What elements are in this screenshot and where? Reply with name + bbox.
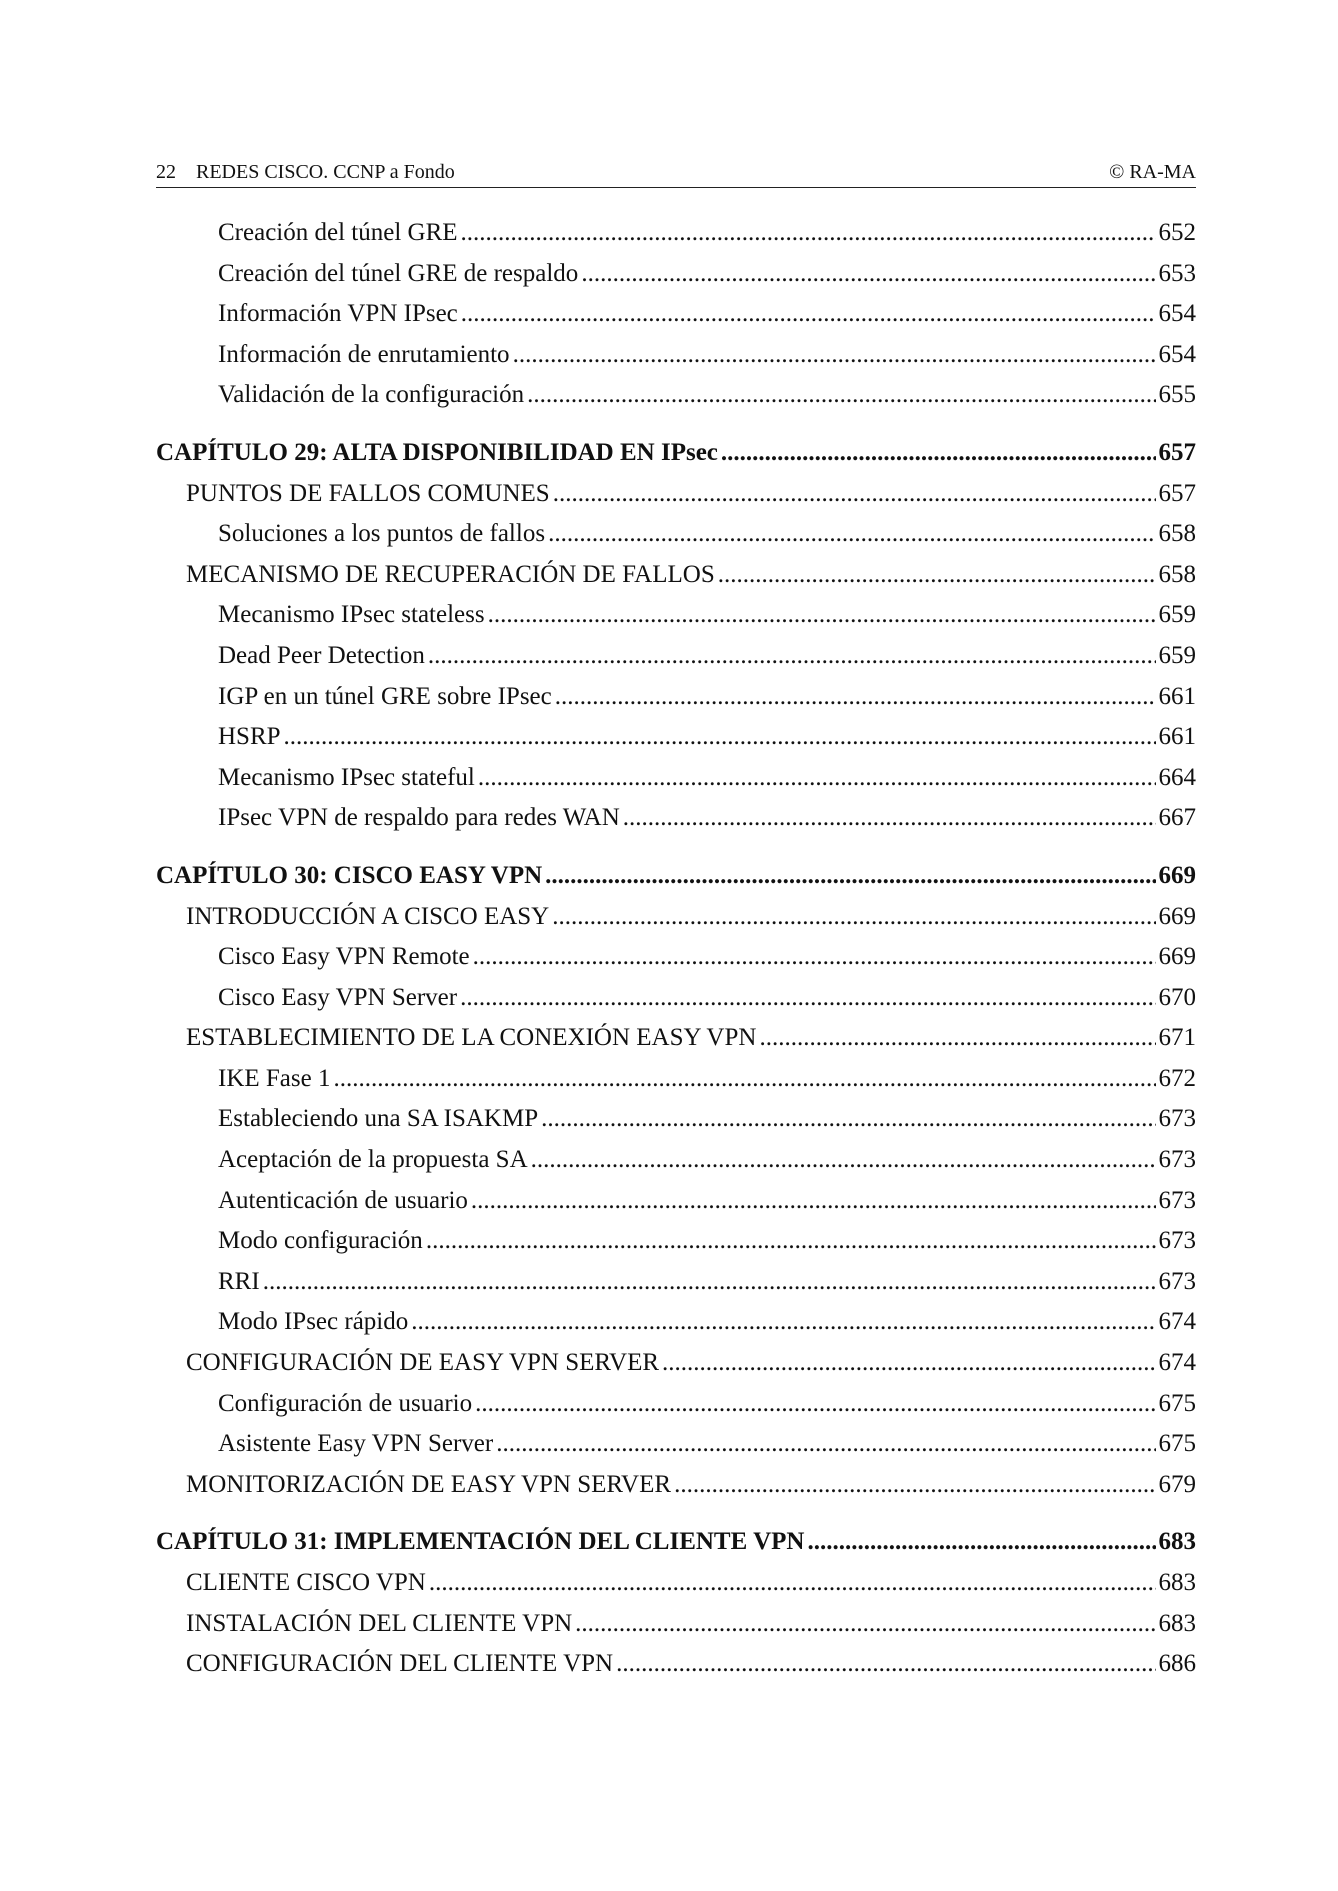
toc-entry-title: Modo IPsec rápido bbox=[218, 1308, 409, 1336]
toc-entry-page: 673 bbox=[1158, 1267, 1196, 1295]
toc-dot-leader bbox=[411, 1308, 1155, 1336]
toc-entry-page: 658 bbox=[1158, 560, 1196, 588]
toc-dot-leader bbox=[488, 601, 1156, 629]
toc-entry-page: 683 bbox=[1158, 1609, 1196, 1637]
toc-dot-leader bbox=[545, 862, 1155, 890]
toc-entry-title: Soluciones a los puntos de fallos bbox=[218, 520, 546, 548]
toc-entry-page: 657 bbox=[1158, 479, 1196, 507]
toc-entry-title: CONFIGURACIÓN DE EASY VPN SERVER bbox=[186, 1349, 660, 1377]
toc-entry-title: Asistente Easy VPN Server bbox=[218, 1430, 494, 1458]
toc-dot-leader bbox=[623, 804, 1156, 832]
toc-entry[interactable] bbox=[156, 903, 1196, 944]
toc-entry[interactable] bbox=[156, 1268, 1196, 1309]
toc-entry-title: CONFIGURACIÓN DEL CLIENTE VPN bbox=[186, 1650, 614, 1678]
toc-entry[interactable] bbox=[156, 341, 1196, 382]
toc-entry[interactable] bbox=[156, 381, 1196, 422]
toc-entry-page: 675 bbox=[1158, 1430, 1196, 1458]
toc-entry-page: 679 bbox=[1158, 1470, 1196, 1498]
toc-entry-page: 659 bbox=[1158, 601, 1196, 629]
toc-entry-page: 655 bbox=[1158, 381, 1196, 409]
toc-entry-page: 686 bbox=[1158, 1650, 1196, 1678]
toc-entry-title: MECANISMO DE RECUPERACIÓN DE FALLOS bbox=[186, 560, 715, 588]
toc-dot-leader bbox=[426, 1227, 1156, 1255]
toc-entry-page: 674 bbox=[1158, 1349, 1196, 1377]
toc-entry-title: Cisco Easy VPN Remote bbox=[218, 943, 470, 971]
toc-entry-page: 669 bbox=[1158, 861, 1196, 889]
toc-entry-page: 664 bbox=[1158, 763, 1196, 791]
toc-entry[interactable] bbox=[156, 1349, 1196, 1390]
toc-dot-leader bbox=[333, 1065, 1155, 1093]
toc-entry-title: RRI bbox=[218, 1267, 260, 1295]
toc-entry-title: INSTALACIÓN DEL CLIENTE VPN bbox=[186, 1609, 573, 1637]
toc-dot-leader bbox=[496, 1430, 1155, 1458]
toc-dot-leader bbox=[541, 1105, 1155, 1133]
toc-dot-leader bbox=[616, 1650, 1155, 1678]
toc-dot-leader bbox=[531, 1146, 1156, 1174]
toc-entry[interactable] bbox=[156, 1227, 1196, 1268]
toc-entry-page: 673 bbox=[1158, 1105, 1196, 1133]
table-of-contents bbox=[156, 219, 1196, 1691]
toc-entry-page: 658 bbox=[1158, 520, 1196, 548]
toc-dot-leader bbox=[662, 1349, 1155, 1377]
toc-entry-title: MONITORIZACIÓN DE EASY VPN SERVER bbox=[186, 1470, 672, 1498]
toc-entry-title: Mecanismo IPsec stateless bbox=[218, 601, 485, 629]
toc-entry[interactable] bbox=[156, 1187, 1196, 1228]
toc-chapter-entry[interactable] bbox=[156, 862, 1196, 903]
toc-dot-leader bbox=[721, 439, 1156, 467]
toc-entry-title: Información VPN IPsec bbox=[218, 300, 458, 328]
toc-dot-leader bbox=[471, 1187, 1156, 1215]
toc-entry[interactable] bbox=[156, 984, 1196, 1025]
header-page-number: 22 bbox=[156, 161, 176, 183]
toc-entry[interactable] bbox=[156, 1105, 1196, 1146]
toc-entry[interactable] bbox=[156, 1569, 1196, 1610]
toc-entry[interactable] bbox=[156, 300, 1196, 341]
toc-dot-leader bbox=[460, 984, 1155, 1012]
toc-entry[interactable] bbox=[156, 943, 1196, 984]
toc-entry[interactable] bbox=[156, 219, 1196, 260]
header-publisher: © RA-MA bbox=[1109, 161, 1196, 183]
toc-dot-leader bbox=[759, 1024, 1155, 1052]
toc-dot-leader bbox=[428, 642, 1156, 670]
toc-entry[interactable] bbox=[156, 1065, 1196, 1106]
toc-entry-page: 673 bbox=[1158, 1146, 1196, 1174]
toc-entry-page: 654 bbox=[1158, 300, 1196, 328]
toc-entry[interactable] bbox=[156, 520, 1196, 561]
header-left bbox=[156, 161, 455, 184]
toc-entry[interactable] bbox=[156, 480, 1196, 521]
toc-entry-title: Información de enrutamiento bbox=[218, 340, 510, 368]
toc-dot-leader bbox=[581, 260, 1155, 288]
toc-dot-leader bbox=[555, 683, 1156, 711]
toc-entry-title: IGP en un túnel GRE sobre IPsec bbox=[218, 682, 552, 710]
toc-entry[interactable] bbox=[156, 683, 1196, 724]
toc-entry-title: Estableciendo una SA ISAKMP bbox=[218, 1105, 539, 1133]
toc-entry-title: Dead Peer Detection bbox=[218, 641, 425, 669]
toc-entry-title: CLIENTE CISCO VPN bbox=[186, 1569, 426, 1596]
toc-chapter-entry[interactable] bbox=[156, 1528, 1196, 1569]
toc-entry[interactable] bbox=[156, 561, 1196, 602]
toc-entry-title: IKE Fase 1 bbox=[218, 1064, 331, 1092]
toc-entry[interactable] bbox=[156, 1390, 1196, 1431]
toc-entry[interactable] bbox=[156, 723, 1196, 764]
toc-entry-title: HSRP bbox=[218, 723, 281, 751]
toc-entry[interactable] bbox=[156, 1610, 1196, 1651]
toc-dot-leader bbox=[718, 561, 1156, 589]
toc-entry-title: CAPÍTULO 29: ALTA DISPONIBILIDAD EN IPsec bbox=[156, 438, 718, 466]
toc-entry-title: Aceptación de la propuesta SA bbox=[218, 1146, 528, 1174]
toc-entry-title: Creación del túnel GRE bbox=[218, 219, 458, 246]
toc-entry-page: 661 bbox=[1158, 682, 1196, 710]
toc-entry-title: CAPÍTULO 31: IMPLEMENTACIÓN DEL CLIENTE VPN bbox=[156, 1528, 805, 1556]
toc-dot-leader bbox=[461, 300, 1156, 328]
toc-entry-page: 653 bbox=[1158, 259, 1196, 287]
toc-entry-title: PUNTOS DE FALLOS COMUNES bbox=[186, 479, 550, 507]
toc-entry-page: 670 bbox=[1158, 983, 1196, 1011]
toc-entry-title: Autenticación de usuario bbox=[218, 1186, 468, 1214]
toc-entry-title: Configuración de usuario bbox=[218, 1389, 473, 1417]
toc-dot-leader bbox=[807, 1528, 1155, 1556]
toc-entry[interactable] bbox=[156, 601, 1196, 642]
toc-entry[interactable] bbox=[156, 1430, 1196, 1471]
toc-entry[interactable] bbox=[156, 1146, 1196, 1187]
toc-entry-page: 683 bbox=[1158, 1528, 1196, 1556]
toc-dot-leader bbox=[513, 341, 1156, 369]
toc-dot-leader bbox=[548, 520, 1155, 548]
toc-entry[interactable] bbox=[156, 1471, 1196, 1512]
toc-entry[interactable] bbox=[156, 1650, 1196, 1691]
toc-entry-title: ESTABLECIMIENTO DE LA CONEXIÓN EASY VPN bbox=[186, 1024, 757, 1052]
page-header bbox=[156, 159, 1196, 188]
toc-entry-page: 673 bbox=[1158, 1186, 1196, 1214]
toc-entry-page: 672 bbox=[1158, 1064, 1196, 1092]
toc-entry-page: 652 bbox=[1158, 219, 1196, 246]
toc-dot-leader bbox=[527, 381, 1155, 409]
toc-dot-leader bbox=[552, 903, 1155, 931]
toc-dot-leader bbox=[263, 1268, 1156, 1296]
toc-entry-page: 657 bbox=[1158, 438, 1196, 466]
toc-chapter-entry[interactable] bbox=[156, 439, 1196, 480]
toc-dot-leader bbox=[478, 764, 1156, 792]
toc-entry-page: 674 bbox=[1158, 1308, 1196, 1336]
toc-entry-page: 675 bbox=[1158, 1389, 1196, 1417]
toc-entry-page: 661 bbox=[1158, 723, 1196, 751]
toc-dot-leader bbox=[473, 943, 1156, 971]
toc-entry-page: 669 bbox=[1158, 943, 1196, 971]
toc-entry-page: 654 bbox=[1158, 340, 1196, 368]
toc-entry-page: 673 bbox=[1158, 1227, 1196, 1255]
toc-dot-leader bbox=[284, 723, 1156, 751]
toc-entry-page: 683 bbox=[1158, 1569, 1196, 1596]
toc-entry-title: Validación de la configuración bbox=[218, 381, 525, 409]
toc-entry-page: 669 bbox=[1158, 902, 1196, 930]
toc-entry[interactable] bbox=[156, 642, 1196, 683]
toc-entry-page: 659 bbox=[1158, 641, 1196, 669]
header-book-title: REDES CISCO. CCNP a Fondo bbox=[196, 161, 455, 183]
toc-entry-page: 667 bbox=[1158, 804, 1196, 832]
toc-entry-title: IPsec VPN de respaldo para redes WAN bbox=[218, 804, 620, 832]
toc-entry-page: 671 bbox=[1158, 1024, 1196, 1052]
toc-entry-title: Modo configuración bbox=[218, 1227, 423, 1255]
toc-entry-title: Cisco Easy VPN Server bbox=[218, 983, 458, 1011]
toc-entry[interactable] bbox=[156, 260, 1196, 301]
toc-dot-leader bbox=[674, 1471, 1155, 1499]
toc-dot-leader bbox=[461, 219, 1156, 247]
toc-dot-leader bbox=[429, 1569, 1156, 1597]
toc-entry[interactable] bbox=[156, 804, 1196, 845]
toc-entry[interactable] bbox=[156, 1024, 1196, 1065]
toc-dot-leader bbox=[553, 480, 1156, 508]
toc-dot-leader bbox=[475, 1390, 1155, 1418]
toc-entry-title: Mecanismo IPsec stateful bbox=[218, 763, 475, 791]
toc-entry[interactable] bbox=[156, 764, 1196, 805]
toc-entry[interactable] bbox=[156, 1308, 1196, 1349]
toc-entry-title: Creación del túnel GRE de respaldo bbox=[218, 259, 579, 287]
toc-entry-title: INTRODUCCIÓN A CISCO EASY bbox=[186, 902, 550, 930]
toc-entry-title: CAPÍTULO 30: CISCO EASY VPN bbox=[156, 861, 543, 889]
toc-dot-leader bbox=[575, 1610, 1155, 1638]
